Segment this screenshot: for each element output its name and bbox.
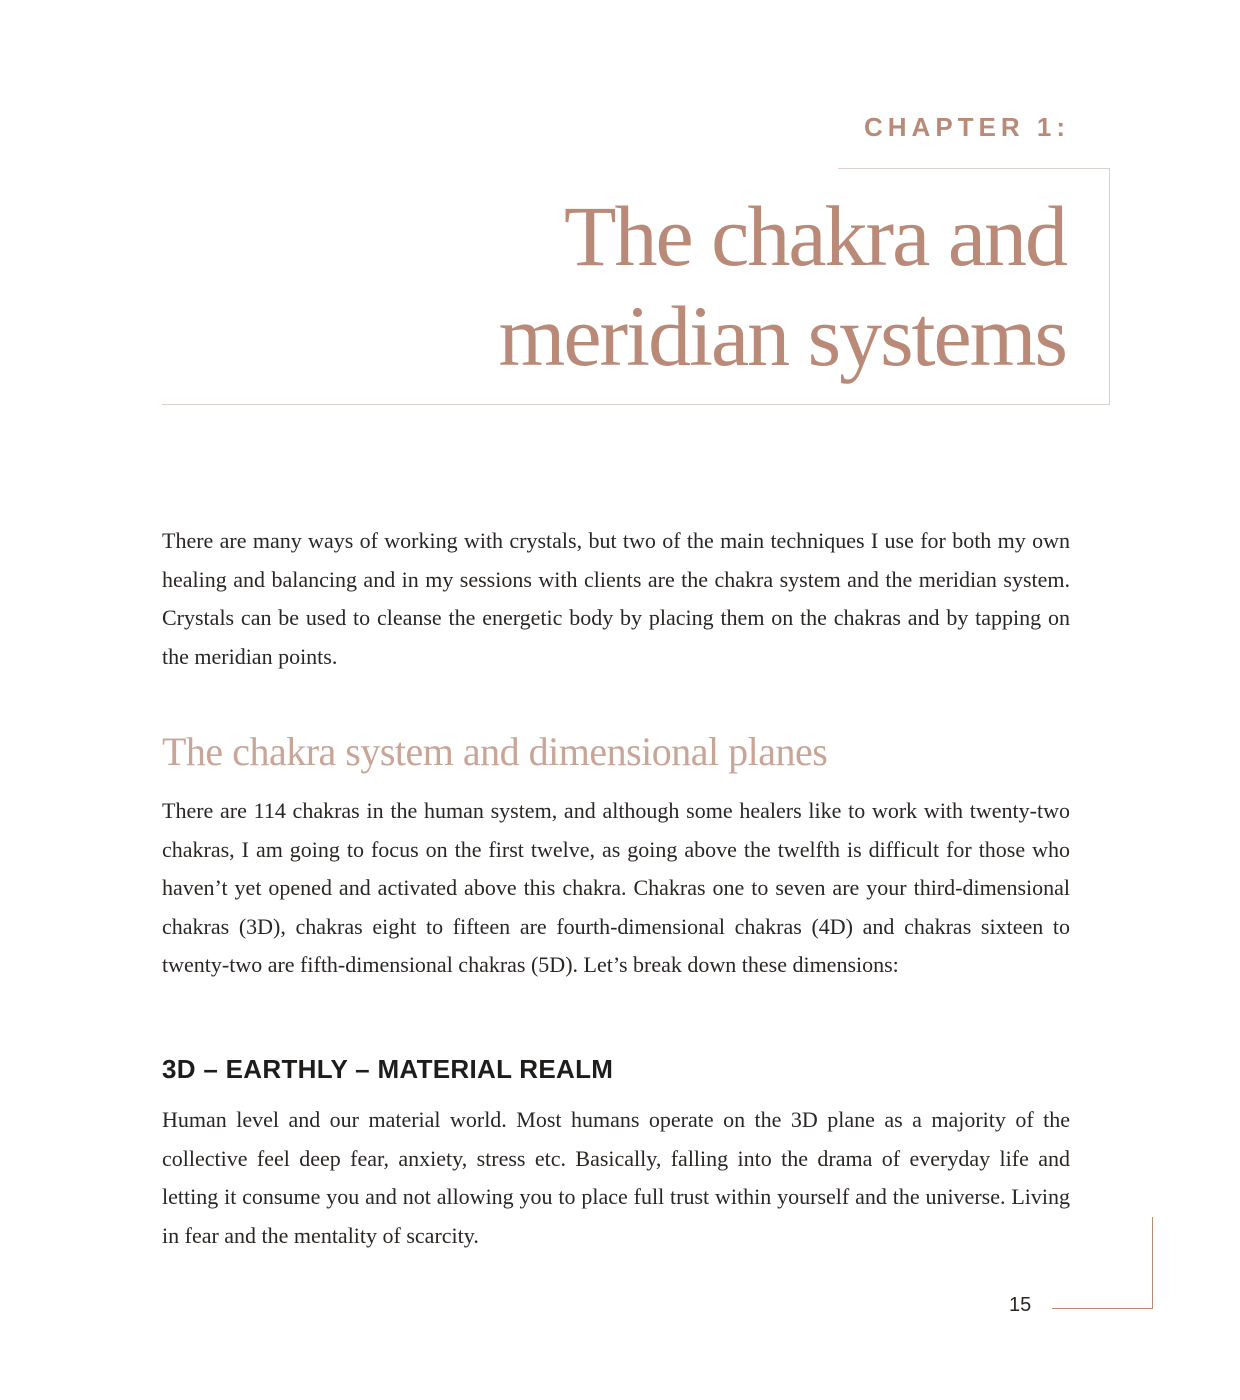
section-heading: The chakra system and dimensional planes	[162, 729, 828, 774]
page-number: 15	[1009, 1294, 1032, 1316]
title-frame	[162, 168, 1110, 405]
intro-paragraph-block	[162, 522, 1070, 676]
subsection-heading: 3D – EARTHLY – MATERIAL REALM	[162, 1054, 614, 1084]
page-corner-line-vertical	[1152, 1217, 1153, 1309]
subsection-paragraph-block	[162, 1101, 1070, 1255]
chapter-title-line-2: meridian systems	[498, 288, 1066, 384]
intro-paragraph: There are many ways of working with crystals, but two of the main techniques I use for both my own healing and balancing and in my sessions with clients are the chakra system and the meridian system. Crystals can be used to cleanse the energetic body by placing them on the chakras and by tapping on the meridian points.	[162, 528, 1070, 669]
chapter-title-line-1: The chakra and	[563, 188, 1066, 284]
page-corner-line-horizontal	[1052, 1308, 1153, 1309]
section-paragraph: There are 114 chakras in the human system, and although some healers like to work with twenty-two chakras, I am going to focus on the first twelve, as going above the twelfth is difficult for those who haven’t yet opened and activated above this chakra. Chakras one to seven are your third-dimensional chakras (3D), chakras eight to fifteen are fourth-dimensional chakras (4D) and chakras sixteen to twenty-two are fifth-dimensional chakras (5D). Let’s break down these dimensions:	[162, 798, 1070, 978]
section-paragraph-block	[162, 792, 1070, 985]
chapter-label: CHAPTER 1:	[863, 112, 1070, 142]
chapter-title	[498, 186, 1066, 386]
subsection-paragraph: Human level and our material world. Most humans operate on the 3D plane as a majority of the collective feel deep fear, anxiety, stress etc. Basically, falling into the drama of everyday life and letting it consume you and not allowing you to place full trust within yourself and the universe. Living in fear and the mentality of scarcity.	[162, 1107, 1070, 1248]
